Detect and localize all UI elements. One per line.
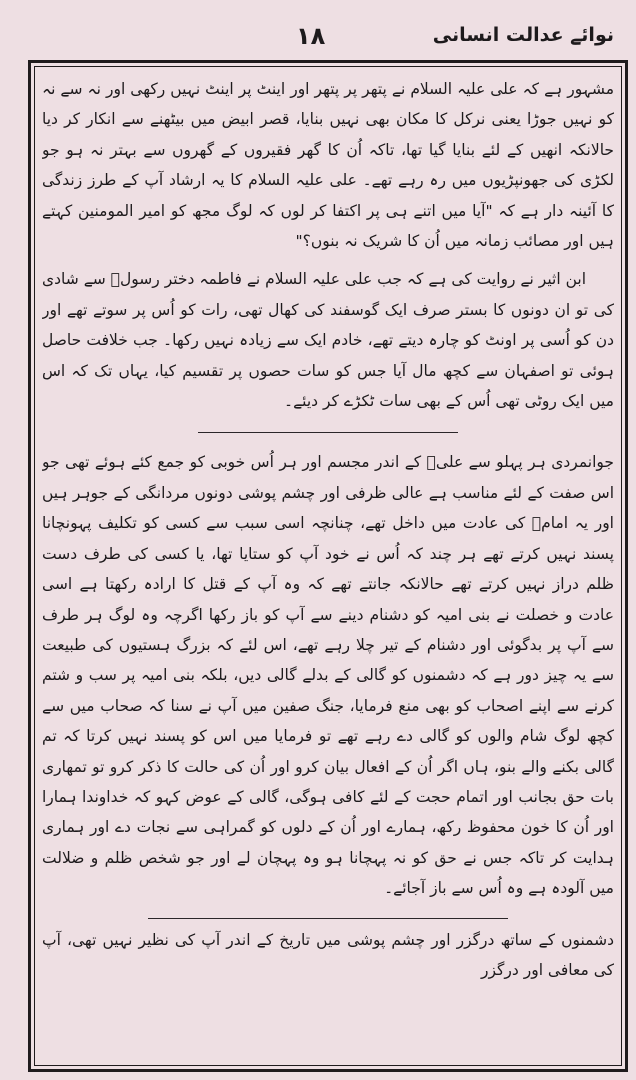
section-divider — [198, 432, 458, 433]
page-number: ۱۸ — [296, 22, 326, 50]
running-title: نوائے عدالت انسانی — [432, 24, 614, 46]
section-divider-2 — [148, 918, 508, 919]
page-body — [42, 74, 614, 1062]
paragraph-4: دشمنوں کے ساتھ درگزر اور چشم پوشی میں تاریخ کے اندر آپ کی نظیر نہیں تھی، آپ کی معافی اور درگزر — [42, 930, 614, 979]
paragraph-3: جوانمردی ہر پہلو سے علیؑ کے اندر مجسم اور ہر اُس خوبی کو جمع کئے ہوئے تھی جو اس صفت کے لئے مناسب ہے عالی ظرفی اور چشم پوشی دونوں مردانگی کے جوہر ہیں اور یہ امامؑ کی عادت میں داخل تھے، چنانچہ اسی سبب سے کسی کو تکلیف پہونچانا پسند نہیں کرتے تھے ہر چند کہ اُس نے خود آپ کو ستایا تھا، یا کسی کی طرف دست ظلم دراز نہیں کرتے تھے حالانکہ جانتے تھے کہ وہ آپ کے قتل کا ارادہ رکھتا ہے اسی عادت و خصلت نے بنی امیہ کو دشنام دینے سے آپ کو باز رکھا اگرچہ وہ لوگ ہر طرف سے آپ پر بدگوئی اور دشنام کے تیر چلا رہے تھے، اس لئے کہ بزرگ ہستیوں کی طبیعت سے یہ چیز دور ہے کہ دشمنوں کو گالی کے بدلے گالی دیں، بلکہ بنی امیہ پر سب و شتم کرنے سے اپنے اصحاب کو بھی منع فرمایا، جنگ صفین میں آپ نے سنا کہ صحاب میں سے کچھ لوگ شام والوں کو گالی دے رہے تھے تو فرمایا میں اس کو پسند نہیں کرتا کہ تم گالی بکنے والے بنو، ہاں اگر اُن کے افعال بیان کرو اور اُن کی حالت کا ذکر کرو تو تمھاری بات حق بجانب اور اتمام حجت کے لئے کافی ہوگی، گالی کے عوض کہو کہ خداوندا ہمارا اور اُن کا خون محفوظ رکھ، ہمارے اور اُن کے دلوں کو گمراہی سے نجات دے اور ہماری ہدایت کر تاکہ جس نے حق کو نہ پہچانا ہو وہ پہچان لے اور جو شخص ظلم و ضلالت میں آلودہ ہے وہ اُس سے باز آجائے۔ — [42, 453, 614, 898]
paragraph-1: مشہور ہے کہ علی علیہ السلام نے پتھر پر پتھر اور اینٹ پر اینٹ نہیں رکھی اور نہ سے نہ کو نہیں جوڑا یعنی نرکل کا مکان بھی نہیں بنایا، قصر ابیض میں بیٹھنے سے انکار کر دیا حالانکہ انھیں کے لئے بنایا گیا تھا، تاکہ اُن کا گھر فقیروں کے گھروں سے بہتر نہ ہو جو لکڑی کی جھونپڑیوں میں رہ رہے تھے۔ علی علیہ السلام کا یہ ارشاد آپ کے طرز زندگی کا آئینہ دار ہے کہ "آیا میں اتنے ہی پر اکتفا کر لوں کہ لوگ مجھ کو امیر المومنین کہتے ہیں اور مصائب زمانہ میں اُن کا شریک نہ بنوں؟" — [42, 80, 614, 251]
page-header — [0, 0, 636, 58]
paragraph-2: ابن اثیر نے روایت کی ہے کہ جب علی علیہ السلام نے فاطمہ دختر رسولؐ سے شادی کی تو ان دونوں کا بستر صرف ایک گوسفند کی کھال تھی، رات کو اُس پر سوتے تھے اور دن کو اُسی پر اونٹ کو چارہ دیتے تھے، خادم ایک سے زیادہ نہیں رکھا۔ جب خلافت حاصل ہوئی تو اصفہان سے کچھ مال آیا جس کو سات حصوں پر تقسیم کیا، یہاں تک کہ اس میں ایک روٹی تھی اُس کے بھی سات ٹکڑے کر دیئے۔ — [42, 270, 614, 411]
